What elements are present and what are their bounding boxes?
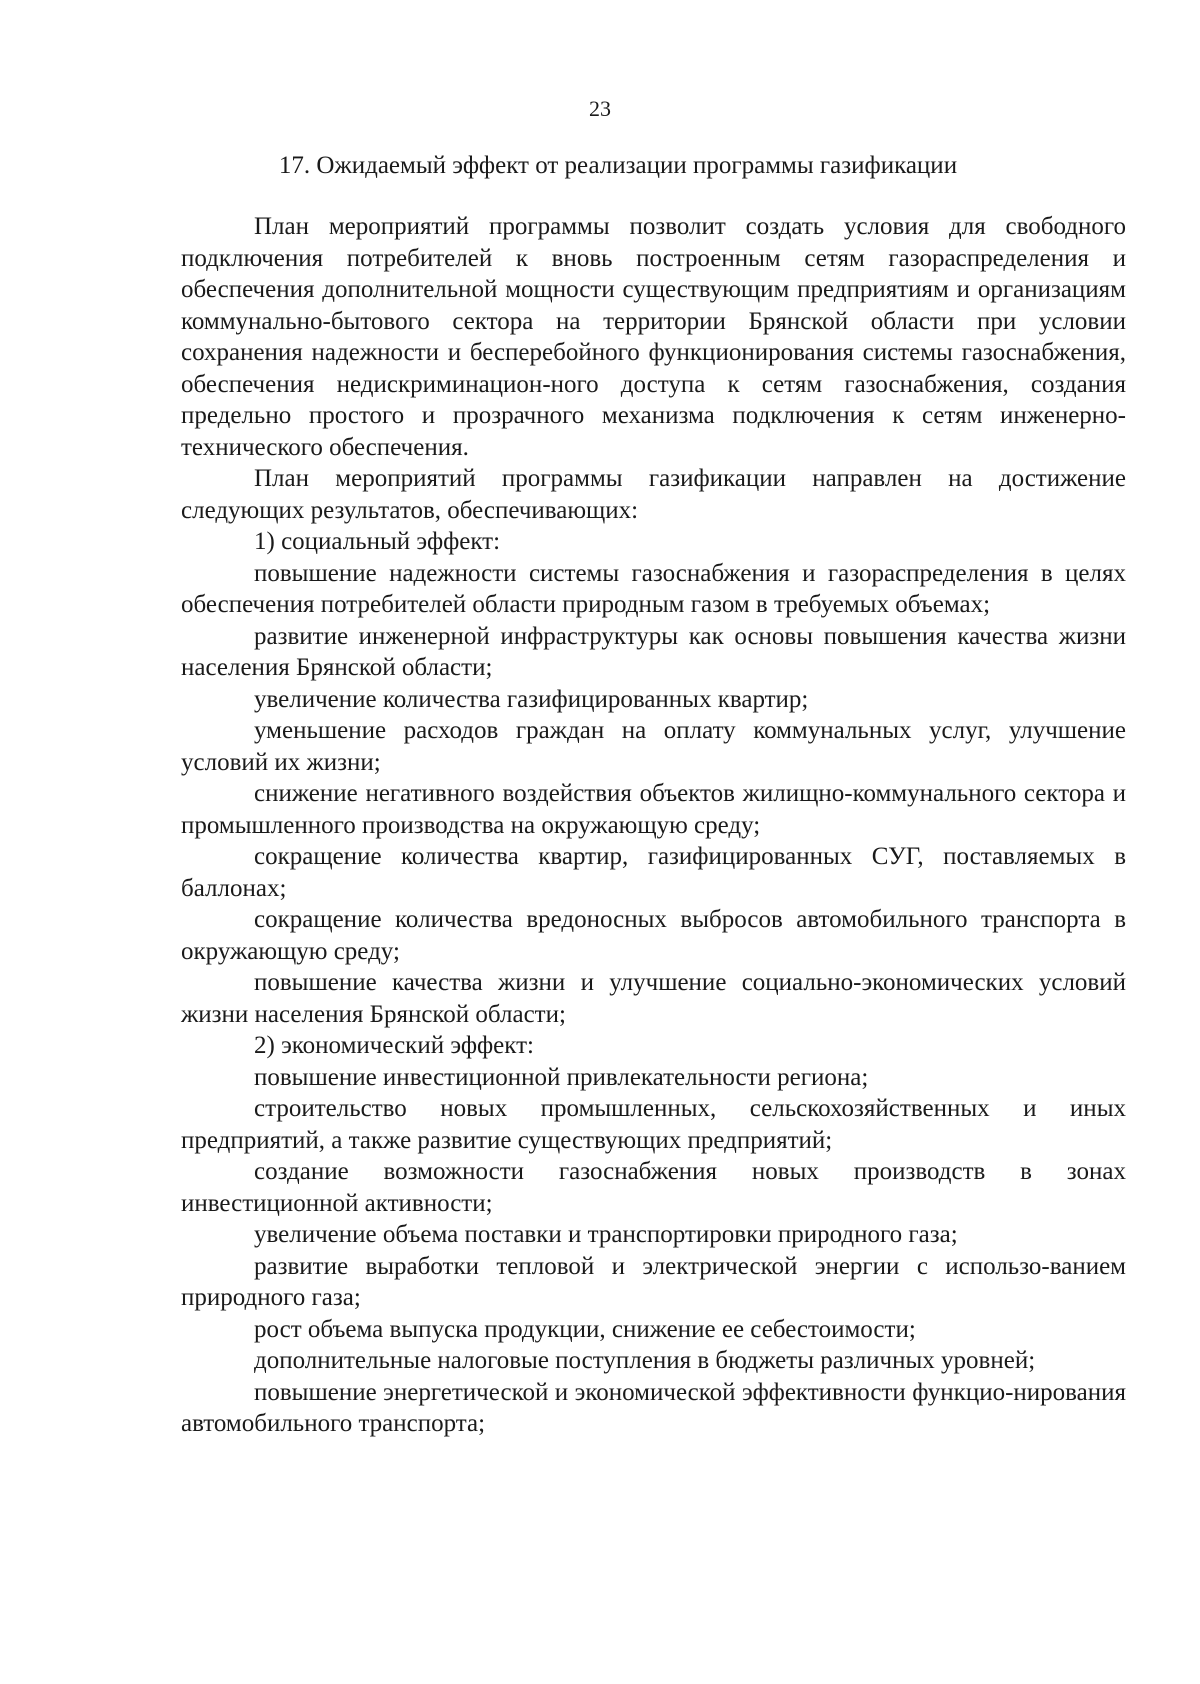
list-heading-social: 1) социальный эффект: [254, 528, 501, 555]
list-item: повышение энергетической и экономической эффективности функцио-нирования автомобильного транспорта; [181, 1378, 1126, 1437]
list-item: повышение инвестиционной привлекательности региона; [254, 1063, 869, 1091]
body-text [181, 211, 1126, 1440]
list-item: создание возможности газоснабжения новых производств в зонах инвестиционной активности; [181, 1158, 1126, 1217]
paragraph: План мероприятий программы газификации направлен на достижение следующих результатов, обеспечивающих: [181, 465, 1126, 524]
section-title: 17. Ожидаемый эффект от реализации программы газификации [278, 152, 958, 179]
list-item: снижение негативного воздействия объектов жилищно-коммунального сектора и промышленного производства на окружающую среду; [181, 780, 1126, 839]
list-item: повышение качества жизни и улучшение социально-экономических условий жизни населения Брянской области; [181, 969, 1126, 1028]
page-number: 23 [589, 96, 611, 121]
list-item: строительство новых промышленных, сельскохозяйственных и иных предприятий, а также развитие существующих предприятий; [181, 1095, 1126, 1154]
list-item: уменьшение расходов граждан на оплату коммунальных услуг, улучшение условий их жизни; [181, 717, 1126, 776]
list-item: развитие выработки тепловой и электрической энергии с использо-ванием природного газа; [181, 1252, 1126, 1311]
list-item: сокращение количества квартир, газифицированных СУГ, поставляемых в баллонах; [181, 843, 1126, 902]
list-item: увеличение объема поставки и транспортировки природного газа; [254, 1221, 958, 1248]
list-heading-economic: 2) экономический эффект: [254, 1032, 534, 1059]
list-item: дополнительные налоговые поступления в бюджеты различных уровней; [254, 1347, 1036, 1374]
list-item: развитие инженерной инфраструктуры как основы повышения качества жизни населения Брянской области; [181, 622, 1126, 681]
list-item: рост объема выпуска продукции, снижение ее себестоимости; [254, 1315, 916, 1343]
paragraph: План мероприятий программы позволит создать условия для свободного подключения потребителей к вновь построенным сетям газораспределения и обеспечения дополнительной мощности существующим предприятиям и организациям коммунально-бытового сектора на территории Брянской области при условии сохранения надежности и бесперебойного функционирования системы газоснабжения, обеспечения недискриминацион-ного доступа к сетям газоснабжения, создания предельно простого и прозрачного механизма подключения к сетям инженерно-технического обеспечения. [181, 213, 1126, 461]
list-item: увеличение количества газифицированных квартир; [254, 685, 809, 713]
list-item: сокращение количества вредоносных выбросов автомобильного транспорта в окружающую среду; [181, 906, 1126, 965]
list-item: повышение надежности системы газоснабжения и газораспределения в целях обеспечения потребителей области природным газом в требуемых объемах; [181, 559, 1126, 618]
